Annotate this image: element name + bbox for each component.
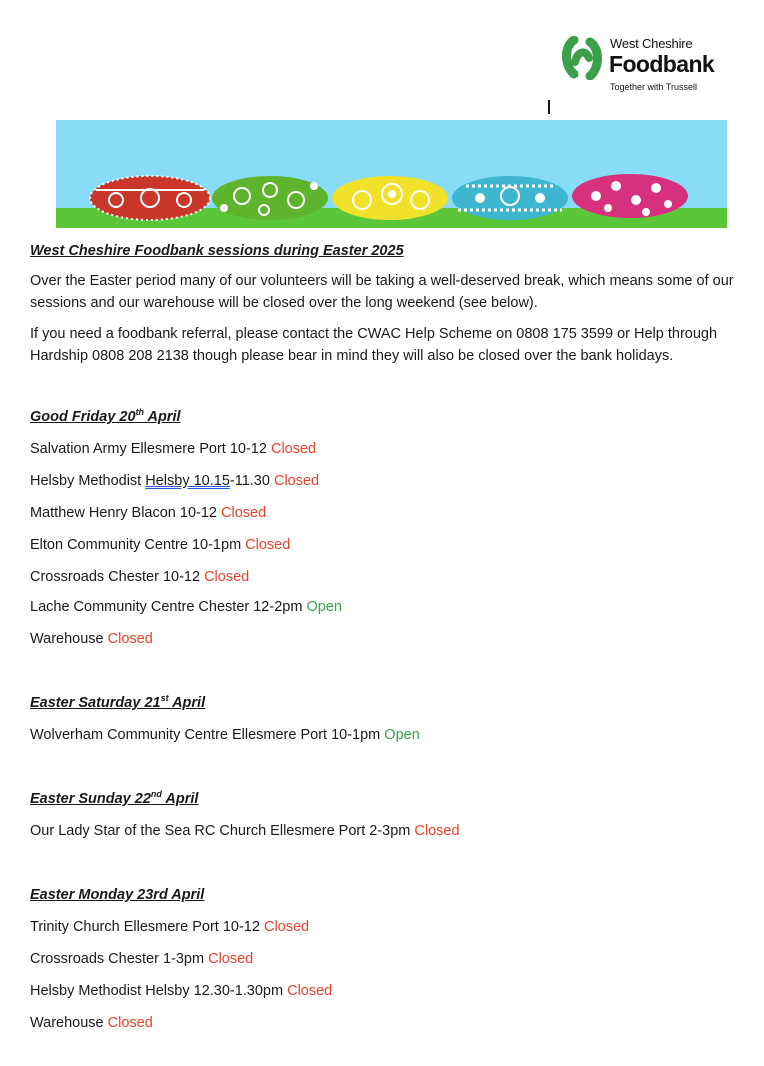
status-badge: Open [384,727,420,743]
intro-paragraph-1: Over the Easter period many of our volunteers will be taking a well-deserved break, which means some of our sessions and our warehouse will be closed over the long weekend (see below). [30,273,734,311]
status-badge: Closed [107,1015,153,1031]
yellow-egg-icon [332,176,448,220]
status-badge: Open [306,599,342,615]
list-item: Helsby Methodist Helsby 12.30-1.30pm Closed [30,983,333,999]
section-heading-easter-monday: Easter Monday 23rd April [30,887,205,903]
status-badge: Closed [107,631,153,647]
list-item: Salvation Army Ellesmere Port 10-12 Closed [30,441,317,457]
easter-eggs-banner [56,120,727,228]
pink-egg-icon [572,174,688,218]
logo-line-3: Together with Trussell [610,82,698,92]
foodbank-logo [560,36,730,96]
logo-line-1: West Cheshire [610,36,693,51]
status-badge: Closed [221,505,267,521]
status-badge: Closed [414,823,460,839]
document-body [30,240,740,1034]
section-heading-good-friday: Good Friday 20th April [30,407,181,425]
list-item: Wolverham Community Centre Ellesmere Port 10-1pm Open [30,727,420,743]
list-item: Warehouse Closed [30,1015,153,1031]
green-egg-icon [212,176,328,220]
crop-mark [548,100,550,114]
list-item: Warehouse Closed [30,631,153,647]
section-heading-easter-sunday: Easter Sunday 22nd April [30,789,199,807]
list-item: Crossroads Chester 1-3pm Closed [30,951,254,967]
status-badge: Closed [204,569,250,585]
foodbank-logo-icon [560,36,604,80]
red-egg-icon [90,176,210,220]
intro-paragraph-2: If you need a foodbank referral, please contact the CWAC Help Scheme on 0808 175 3599 or Help through Hardship 0808 208 2138 though please bear in mind they will also be closed over the bank holidays. [30,326,718,364]
logo-line-2: Foodbank [609,51,715,77]
list-item: Helsby Methodist Helsby 10.15-11.30 Closed [30,473,320,489]
list-item: Crossroads Chester 10-12 Closed [30,569,250,585]
blue-egg-icon [452,176,568,220]
list-item: Elton Community Centre 10-1pm Closed [30,537,291,553]
list-item: Trinity Church Ellesmere Port 10-12 Closed [30,919,310,935]
list-item: Lache Community Centre Chester 12-2pm Open [30,599,342,615]
status-badge: Closed [208,951,254,967]
page-title: West Cheshire Foodbank sessions during Easter 2025 [30,243,404,259]
list-item: Our Lady Star of the Sea RC Church Ellesmere Port 2-3pm Closed [30,823,460,839]
status-badge: Closed [287,983,333,999]
status-badge: Closed [263,919,310,935]
list-item: Matthew Henry Blacon 10-12 Closed [30,505,267,521]
section-heading-easter-saturday: Easter Saturday 21st April [30,693,206,711]
status-badge: Closed [273,473,320,489]
status-badge: Closed [245,537,291,553]
status-badge: Closed [270,441,317,457]
